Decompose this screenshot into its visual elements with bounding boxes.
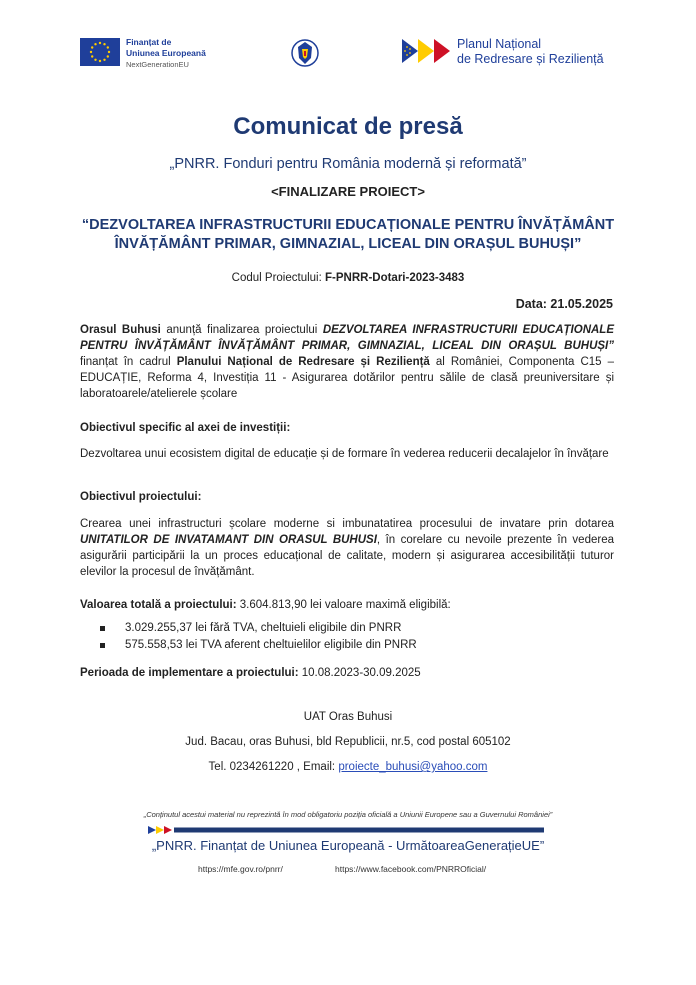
contact-phone-email [0,761,696,773]
axis-objective-heading: Obiectivul specific al axei de investiții: [80,422,291,434]
intro-text-3: al României, Componenta C15 – EDUCAȚIE, Reforma 4, Investiția 11 - Asigurarea dotărilor pentru sălile de clasă preuniversitare și laboratoarele/atelierele școlare [80,356,614,400]
contact-email-link[interactable]: proiecte_buhusi@yahoo.com [338,761,488,773]
pnrr-logo-icon [402,37,452,65]
page-title: Comunicat de presă [233,113,463,140]
project-objective-text [80,516,614,580]
footer-link-facebook[interactable]: https://www.facebook.com/PNRROficial/ [335,864,487,874]
list-item-text: 3.029.255,37 lei fără TVA, cheltuieli eligibile din PNRR [125,622,402,634]
pnrr-line-1: Planul Național [457,37,542,51]
intro-text-2: finanțat în cadrul [80,356,177,368]
list-item-text: 575.558,53 lei TVA aferent cheltuielilor eligibile din PNRR [125,639,417,651]
pnrr-logo-label [457,37,604,67]
objective-text-2: , în corelare cu nevoile prezente în vederea asigurării participării la un proces educațional de calitate, modern și asigurarea accesibilității tuturor elevilor la procesul de învățământ. [80,534,614,578]
bullet-icon [100,626,105,631]
bullet-icon [100,643,105,648]
project-title-line-1: “DEZVOLTAREA INFRASTRUCTURII EDUCAȚIONALE PENTRU ÎNVĂȚĂMÂNT [81,217,615,233]
project-title [0,216,696,254]
pnrr-line-2: de Redresare și Reziliență [457,52,604,66]
eu-funding-label [126,37,206,70]
intro-subject: Orasul Buhusi [80,324,161,336]
intro-paragraph [80,322,614,402]
period-label: Perioada de implementare a proiectului: [80,667,299,679]
contact-address: Jud. Bacau, oras Buhusi, bld Republicii, nr.5, cod postal 605102 [185,736,511,748]
intro-project-name: DEZVOLTAREA INFRASTRUCTURII EDUCAȚIONALE PENTRU ÎNVĂȚĂMÂNT ÎNVĂȚĂMÂNT PRIMAR, GIMNAZIAL, LICEAL DIN ORAȘUL BUHUȘI” [80,324,615,352]
project-objective-heading: Obiectivul proiectului: [80,491,202,503]
axis-objective-text: Dezvoltarea unui ecosistem digital de educație și de formare în vederea reducerii decalajelor în învățare [80,448,609,460]
objective-text-1: Crearea unei infrastructuri școlare moderne si imbunatatirea procesului de invatare prin dotarea [80,518,614,530]
contact-organization: UAT Oras Buhusi [303,711,393,723]
value-breakdown-list [100,620,417,654]
eu-flag-icon [80,38,120,66]
project-code-value: F-PNRR-Dotari-2023-3483 [325,272,465,284]
footer-link-mfe[interactable]: https://mfe.gov.ro/pnrr/ [198,864,283,874]
finalization-label: <FINALIZARE PROIECT> [271,184,425,199]
intro-plan-name: Planului Național de Redresare și Reziliență [176,356,430,368]
government-seal-icon [290,37,320,69]
release-date: Data: 21.05.2025 [515,297,613,311]
contact-phone: Tel. 0234261220 , Email: [208,761,339,773]
project-code [0,272,696,284]
footer-decorative-bar [148,821,544,829]
footer-disclaimer: „Conținutul acestui material nu reprezintă în mod obligatoriu poziția oficială a Uniunii Europene sau a Guvernului României” [143,810,553,819]
project-title-line-2: ÎNVĂȚĂMÂNT PRIMAR, GIMNAZIAL, LICEAL DIN ORAȘUL BUHUȘI” [114,236,582,252]
eu-line-1: Finanțat de [126,37,172,47]
eu-line-2: Uniunea Europeană [126,48,206,58]
intro-text-1: anunță finalizarea proiectului [160,324,323,336]
project-value [80,597,614,613]
project-value-text: 3.604.813,90 lei valoare maximă eligibilă: [236,599,451,611]
eu-line-3: NextGenerationEU [126,60,189,69]
list-item [100,637,417,654]
project-code-label: Codul Proiectului: [231,272,325,284]
implementation-period [80,665,614,681]
list-item [100,620,417,637]
page-subtitle: „PNRR. Fonduri pentru România modernă și reformată” [169,156,527,172]
project-value-label: Valoarea totală a proiectului: [80,599,237,611]
footer-slogan: „PNRR. Finanțat de Uniunea Europeană - UrmătoareaGenerațieUE” [151,838,545,853]
objective-units: UNITATILOR DE INVATAMANT DIN ORASUL BUHUSI [80,534,377,546]
period-value: 10.08.2023-30.09.2025 [298,667,421,679]
